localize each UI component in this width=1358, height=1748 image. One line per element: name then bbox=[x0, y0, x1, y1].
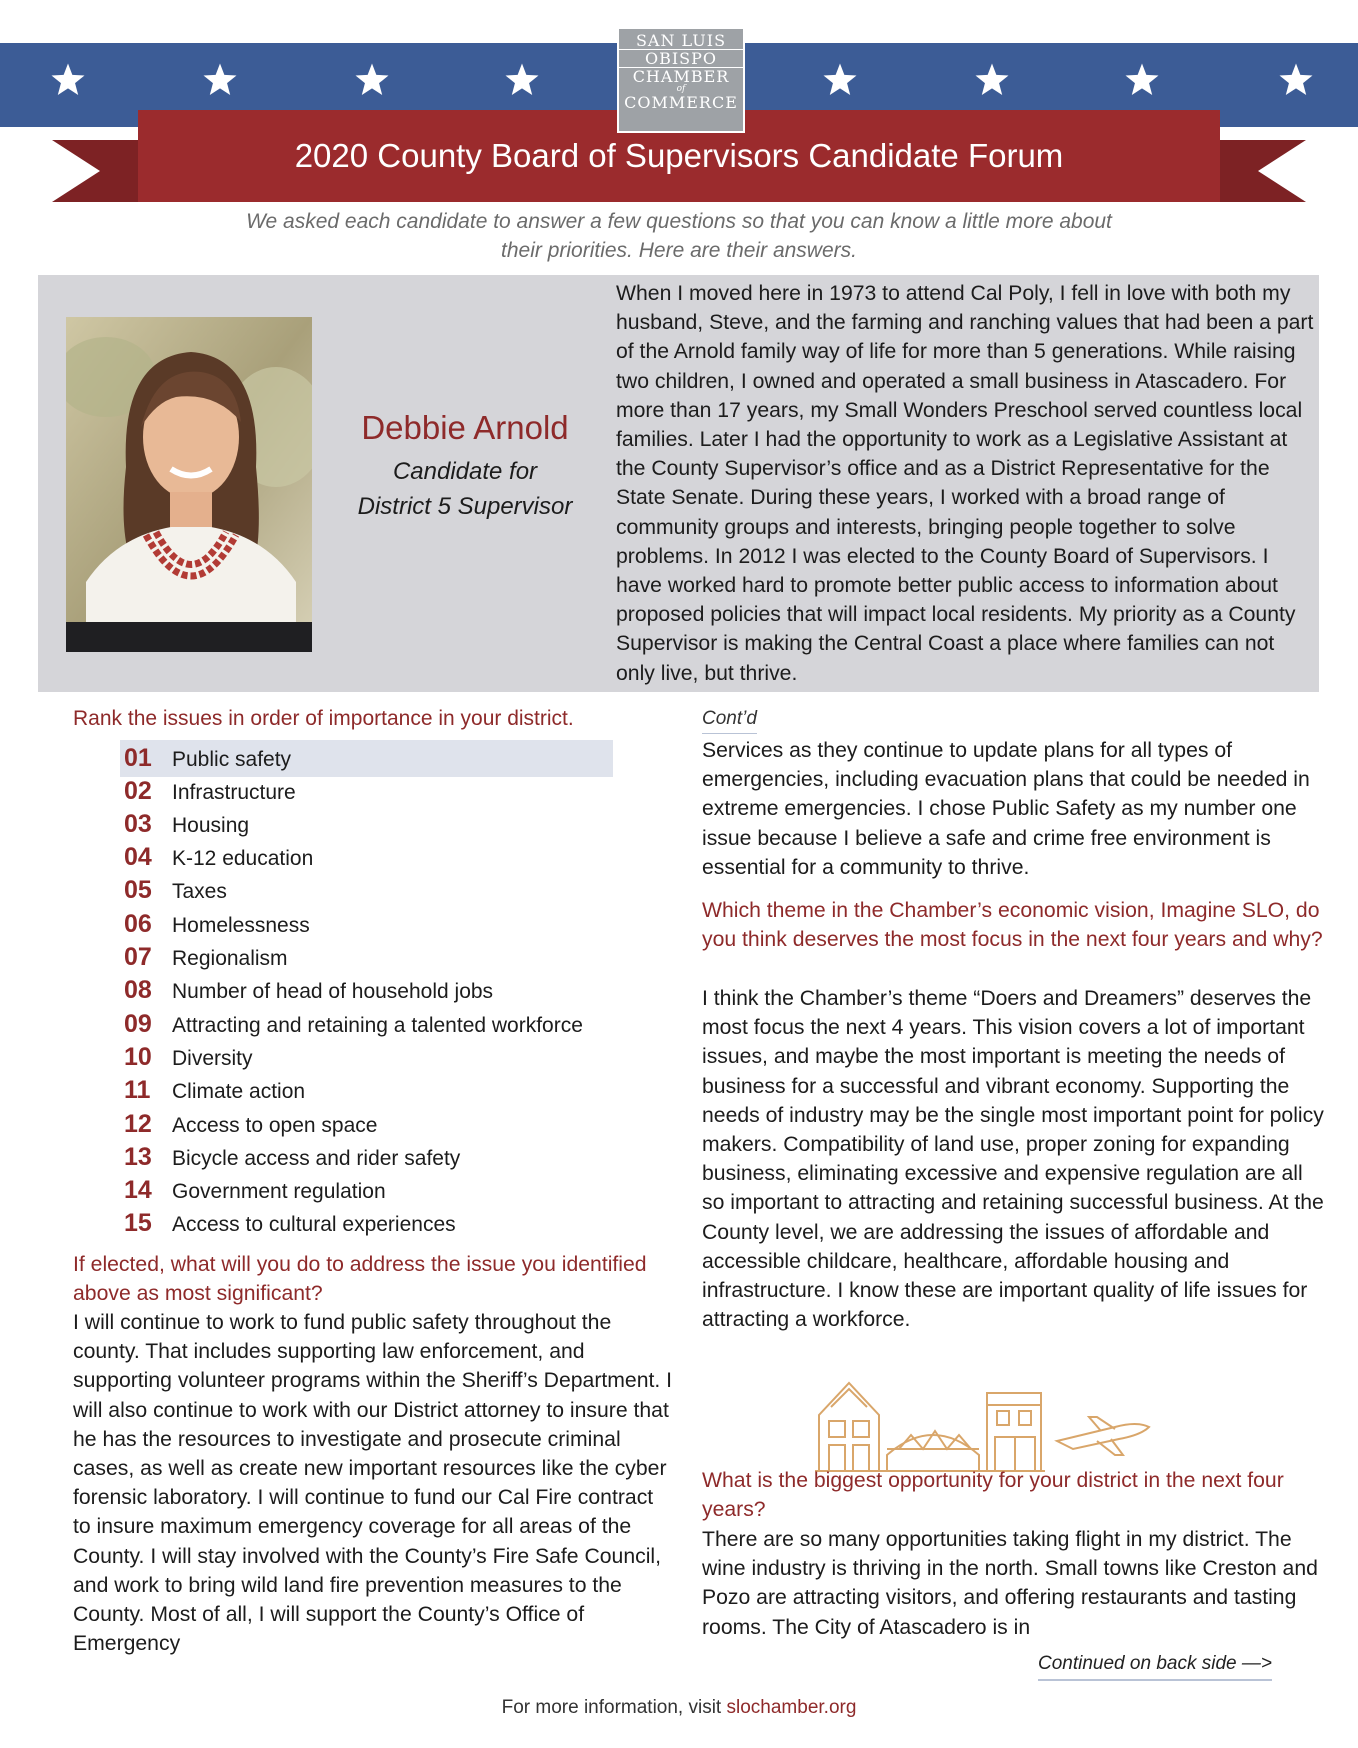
candidate-subtitle: Candidate for District 5 Supervisor bbox=[357, 458, 573, 520]
rank-item: 12 Access to open space bbox=[124, 1110, 378, 1138]
candidate-photo bbox=[66, 317, 312, 652]
star-icon bbox=[1278, 62, 1314, 98]
candidate-name: Debbie Arnold bbox=[361, 409, 569, 446]
continued-label: Cont’d bbox=[702, 706, 757, 734]
rank-item: 01 Public safety bbox=[124, 744, 292, 772]
chamber-website-link[interactable]: slochamber.org bbox=[726, 1697, 857, 1718]
rank-item: 13 Bicycle access and rider safety bbox=[124, 1143, 461, 1171]
rank-item: 15 Access to cultural experiences bbox=[124, 1209, 456, 1237]
page-title: 2020 County Board of Supervisors Candidate Forum bbox=[294, 137, 1064, 174]
star-icon bbox=[354, 62, 390, 98]
rank-item: 06 Homelessness bbox=[124, 910, 310, 938]
intro-text: We asked each candidate to answer a few questions so that you can know a little more about their priorities. Here are their answers. bbox=[246, 210, 1112, 262]
candidate-bio: When I moved here in 1973 to attend Cal Poly, I fell in love with both my husband, Steve, and the farming and ranching values that had been a part of the Arnold family way of life for more than 5 generations. While raising two children, I owned and operated a small business in Atascadero. For more than 17 years, my Small Wonders Preschool served countless local families. Later I had the opportunity to work as a Legislative Assistant at the County Supervisor’s office and as a District Representative for the State Senate. During these years, I worked with a broad range of community groups and interests, bringing people together to solve problems. In 2012 I was elected to the County Board of Supervisors. I have worked hard to promote better public access to information about proposed policies that will impact local residents. My priority as a County Supervisor is making the Central Coast a place where families can not only live, but thrive. bbox=[616, 282, 1314, 685]
rank-item: 11 Climate action bbox=[124, 1076, 306, 1104]
rank-item: 14 Government regulation bbox=[124, 1176, 386, 1204]
chamber-logo: SAN LUIS OBISPO CHAMBER of COMMERCE bbox=[617, 27, 745, 133]
rank-item: 02 Infrastructure bbox=[124, 777, 296, 805]
question-opportunity: What is the biggest opportunity for your district in the next four years? bbox=[702, 1469, 1284, 1522]
answer-opportunity: There are so many opportunities taking flight in my district. The wine industry is thriving in the north. Small towns like Creston and Pozo are attracting visitors, and offering restaurants and tasting rooms. The City of Atascadero is in bbox=[702, 1528, 1318, 1639]
answer-priority: I will continue to work to fund public safety throughout the county. That includes supporting law enforcement, and supporting volunteer programs within the Sheriff’s Department. I will also continue to work with our District attorney to insure that he has the resources to investigate and prosecute criminal cases, as well as create new important resources like the cyber forensic laboratory. I will continue to fund our Cal Fire contract to insure maximum emergency coverage for all areas of the County. I will stay involved with the County’s Fire Safe Council, and work to bring wild land fire prevention measures to the County. Most of all, I will support the County’s Office of Emergency bbox=[73, 1311, 673, 1656]
ranking-question: Rank the issues in order of importance in your district. bbox=[73, 707, 574, 730]
rank-item: 10 Diversity bbox=[124, 1043, 253, 1071]
star-icon bbox=[504, 62, 540, 98]
question-priority: If elected, what will you do to address the issue you identified above as most significant? bbox=[73, 1253, 647, 1305]
answer-imagine-slo: I think the Chamber’s theme “Doers and Dreamers” deserves the most focus the next 4 years. This vision covers a lot of important issues, and maybe the most important is meeting the needs of business for a successful and vibrant economy. Supporting the needs of industry may be the single most important point for policy makers. Compatibility of land use, proper zoning for expanding business, eliminating excessive and expensive regulation are all so important to attracting and retaining successful business. At the County level, we are addressing the issues of affordable and accessible childcare, healthcare, affordable housing and infrastructure. I know these are important quality of life issues for attracting a workforce. bbox=[702, 987, 1324, 1332]
rank-item: 07 Regionalism bbox=[124, 943, 288, 971]
star-icon bbox=[202, 62, 238, 98]
rank-item: 08 Number of head of household jobs bbox=[124, 976, 494, 1004]
star-icon bbox=[1124, 62, 1160, 98]
star-icon bbox=[50, 62, 86, 98]
star-icon bbox=[974, 62, 1010, 98]
rank-item: 09 Attracting and retaining a talented workforce bbox=[124, 1010, 583, 1038]
star-icon bbox=[822, 62, 858, 98]
footer: For more information, visit slochamber.org bbox=[501, 1697, 857, 1718]
town-illustration bbox=[815, 1375, 1180, 1475]
question-imagine-slo: Which theme in the Chamber’s economic vision, Imagine SLO, do you think deserves the most focus in the next four years and why? bbox=[702, 899, 1323, 952]
answer-continued: Services as they continue to update plans for all types of emergencies, including evacuation plans that could be needed in extreme emergencies. I chose Public Safety as my number one issue because I believe a safe and crime free environment is essential for a community to thrive. bbox=[702, 739, 1310, 879]
rank-item: 05 Taxes bbox=[124, 876, 227, 904]
continued-on-back: Continued on back side —> bbox=[1038, 1651, 1272, 1681]
rank-item: 04 K-12 education bbox=[124, 843, 314, 871]
rank-item: 03 Housing bbox=[124, 810, 250, 838]
